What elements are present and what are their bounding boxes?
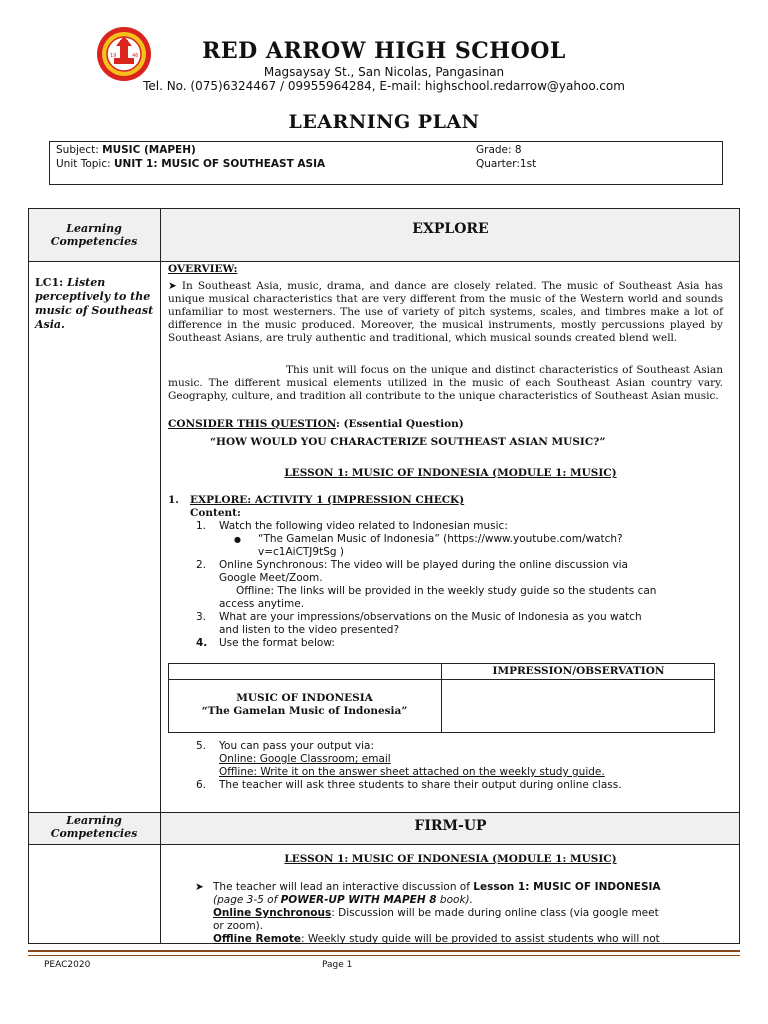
step-number: 3. <box>196 611 207 623</box>
activity-number: 1. <box>168 494 179 506</box>
step-number: 1. <box>196 520 207 532</box>
school-address: Magsaysay St., San Nicolas, Pangasinan <box>263 65 505 79</box>
firmup-section-title: FIRM-UP <box>414 818 487 834</box>
explore-section-title: EXPLORE <box>412 221 489 237</box>
school-name: RED ARROW HIGH SCHOOL <box>202 38 566 64</box>
consider-question-heading: CONSIDER THIS QUESTION: (Essential Question) <box>168 418 464 430</box>
essential-question: “HOW WOULD YOU CHARACTERIZE SOUTHEAST ASIAN MUSIC?” <box>210 436 606 448</box>
svg-text:46: 46 <box>132 53 139 59</box>
school-contact: Tel. No. (075)6324467 / 09955964284, E-mail: highschool.redarrow@yahoo.com <box>143 79 625 93</box>
firmup-online-line: Online Synchronous: Discussion will be made during online class (via google meet <box>213 907 659 919</box>
impression-row-label-1: MUSIC OF INDONESIA <box>236 692 373 704</box>
step-6-text: The teacher will ask three students to share their output during online class. <box>219 779 622 791</box>
step-5-offline: Offline: Write it on the answer sheet attached on the weekly study guide. <box>219 766 605 778</box>
row-divider <box>28 844 740 845</box>
step-3-line-2: and listen to the video presented? <box>219 624 400 636</box>
page-number: Page 1 <box>322 960 353 970</box>
document-title: LEARNING PLAN <box>288 111 480 133</box>
footer-rule <box>28 955 740 956</box>
impression-table-divider <box>168 679 715 680</box>
step-number: 6. <box>196 779 207 791</box>
unit-topic-line: Unit Topic: UNIT 1: MUSIC OF SOUTHEAST ASIA <box>56 158 326 170</box>
step-number: 2. <box>196 559 207 571</box>
step-2-line-2: Google Meet/Zoom. <box>219 572 323 584</box>
lesson-title: LESSON 1: MUSIC OF INDONESIA (MODULE 1: MUSIC) <box>284 467 617 479</box>
firmup-offline-line: Offline Remote: Weekly study guide will be provided to assist students who will not <box>213 933 660 945</box>
lc1-competency: LC1: Listen perceptively to the music of Southeast Asia. <box>35 276 154 331</box>
video-link-line-2: v=c1AiCTJ9tSg ) <box>258 546 344 558</box>
svg-text:19: 19 <box>110 53 117 59</box>
step-number: 4. <box>196 637 208 649</box>
video-link-line-1: “The Gamelan Music of Indonesia” (https://www.youtube.com/watch? <box>258 533 623 545</box>
overview-label: OVERVIEW: <box>168 263 238 275</box>
bullet-icon: ● <box>234 535 241 544</box>
impression-table-header: IMPRESSION/OBSERVATION <box>492 665 665 677</box>
footer-rule <box>28 950 740 952</box>
row-divider <box>28 812 740 813</box>
arrow-bullet-icon: ➤ <box>195 881 204 893</box>
step-2-line-1: Online Synchronous: The video will be played during the online discussion via <box>219 559 628 571</box>
firmup-online-line-2: or zoom). <box>213 920 264 932</box>
step-1-text: Watch the following video related to Indonesian music: <box>219 520 508 532</box>
step-4-text: Use the format below: <box>219 637 335 649</box>
content-label: Content: <box>190 507 241 519</box>
activity-title: EXPLORE: ACTIVITY 1 (IMPRESSION CHECK) <box>190 494 465 506</box>
firmup-line-1: The teacher will lead an interactive discussion of Lesson 1: MUSIC OF INDONESIA <box>213 881 661 893</box>
learning-competencies-header: Learning Competencies <box>50 814 138 840</box>
learning-competencies-header: Learning Competencies <box>50 222 138 248</box>
row-divider <box>28 261 740 262</box>
grade-line: Grade: 8 <box>476 144 522 156</box>
impression-row-label-2: “The Gamelan Music of Indonesia” <box>201 705 408 717</box>
subject-info-box <box>49 141 723 185</box>
impression-answer-cell[interactable] <box>443 681 713 731</box>
step-2-offline-1: Offline: The links will be provided in the weekly study guide so the students can <box>236 585 657 597</box>
step-5-online: Online: Google Classroom; email <box>219 753 391 765</box>
step-3-line-1: What are your impressions/observations on the Music of Indonesia as you watch <box>219 611 642 623</box>
firmup-line-2: (page 3-5 of POWER-UP WITH MAPEH 8 book). <box>213 894 473 906</box>
footer-code: PEAC2020 <box>44 960 91 970</box>
step-number: 5. <box>196 740 207 752</box>
subject-line: Subject: MUSIC (MAPEH) <box>56 144 196 156</box>
firmup-lesson-title: LESSON 1: MUSIC OF INDONESIA (MODULE 1: MUSIC) <box>284 853 617 865</box>
step-2-offline-2: access anytime. <box>219 598 305 610</box>
quarter-line: Quarter:1st <box>476 158 537 170</box>
overview-paragraph-1: ➤ In Southeast Asia, music, drama, and dance are closely related. The music of Southeast Asia has unique musical characteristics that are very different from the music of the Western world and sounds unfamiliar to most westerners. The use of variety of pitch systems, scales, and timbres make a lot of difference in the music produced. Moreover, the musical instruments, mostly percussions played by Southeast Asians, are truly authentic and traditional, which musical sounds created blend well. <box>168 280 723 344</box>
step-5-text: You can pass your output via: <box>219 740 375 752</box>
overview-paragraph-2: This unit will focus on the unique and distinct characteristics of Southeast Asian music. The different musical elements utilized in the music of each Southeast Asian country vary. Geography, culture, and tradition all contribute to the unique characteristics of Southeast Asian music. <box>168 364 723 402</box>
